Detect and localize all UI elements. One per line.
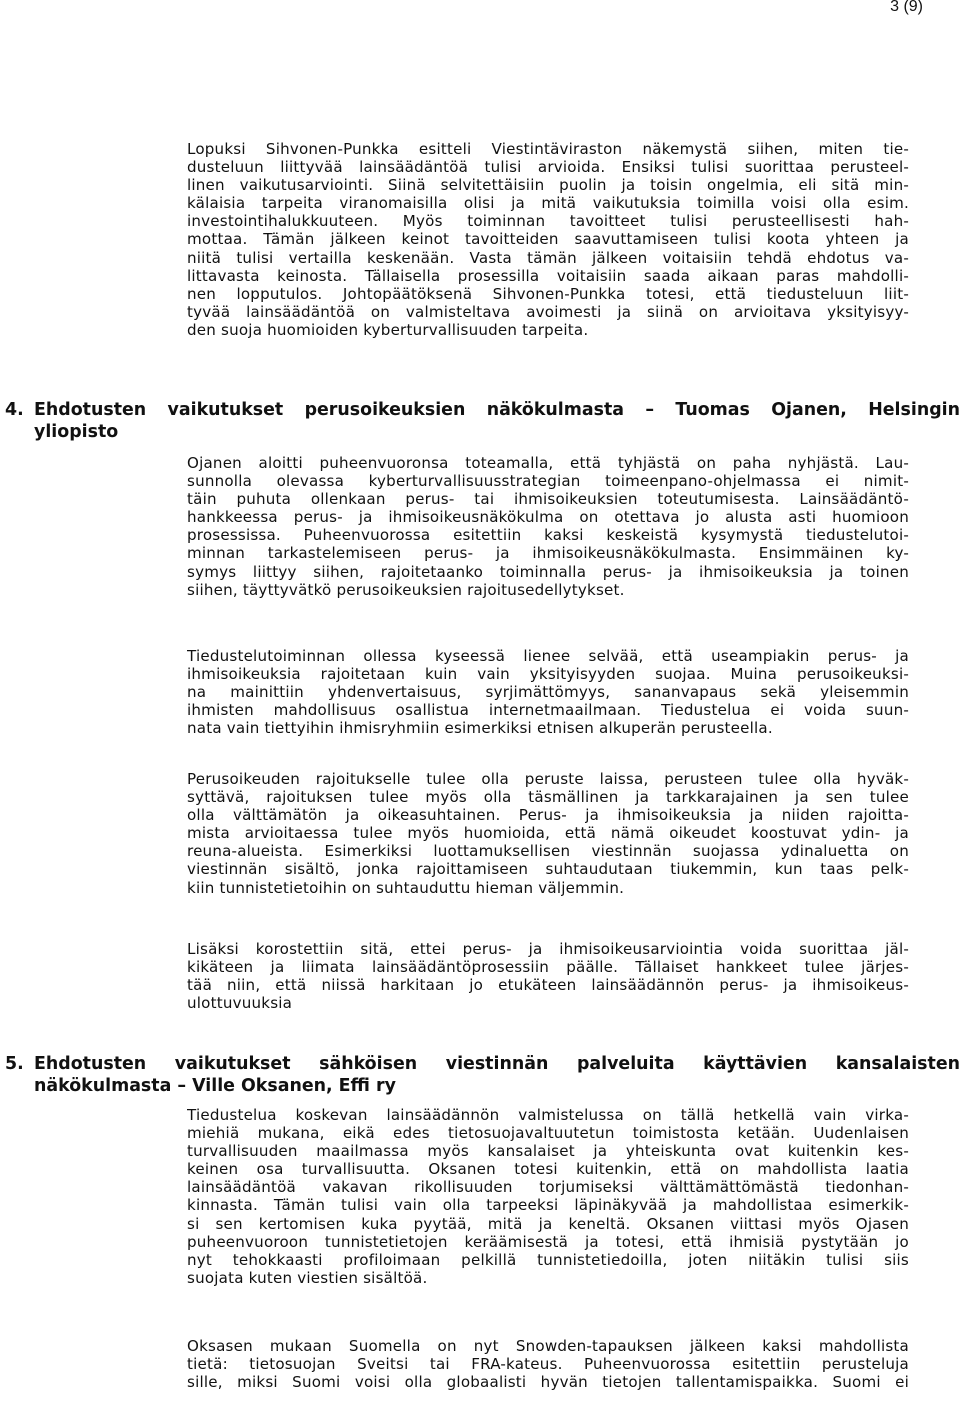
- text-line: viestinnän sisältö, jonka rajoittamiseen suhtaudutaan tiukemmin, kun taas pelk-: [187, 860, 909, 879]
- text-line: täin puhuta ollenkaan perus- tai ihmisoikeuksien toteutumisesta. Lainsäädäntö-: [187, 490, 909, 509]
- section-4-title-line-1: Ehdotusten vaikutukset perusoikeuksien näkökulmasta – Tuomas Ojanen, Helsingin: [34, 400, 960, 420]
- text-line: kiin tunnistetietoihin on suhtauduttu hieman väljemmin.: [187, 878, 625, 897]
- text-line: reuna-alueista. Esimerkiksi luottamuksellisen viestinnän suojassa ydinaluetta on: [187, 842, 909, 861]
- section-5-paragraph-1: [187, 1106, 909, 1287]
- text-line: hankkeessa perus- ja ihmisoikeusnäkökulma on otettava jo alusta asti huomioon: [187, 508, 909, 527]
- text-line: ulottuvuuksia: [187, 994, 293, 1013]
- text-line: Lisäksi korostettiin sitä, ettei perus- ja ihmisoikeusarviointia voida suorittaa jäl-: [187, 940, 909, 958]
- text-line: nata vain tiettyihin ihmisryhmiin esimerkiksi etnisen alkuperän perusteella.: [187, 719, 773, 738]
- text-line: den suoja huomioiden kyberturvallisuuden tarpeita.: [187, 320, 589, 339]
- section-4-paragraph-3: [187, 770, 909, 897]
- text-line: turvallisuuden maailmassa myös kansalaiset ja yhteiskunta ovat kuitenkin kes-: [187, 1142, 909, 1161]
- text-line: kälaisia tarpeita viranomaisilla olisi ja mitä vaikutuksia toimilla voisi olla esim.: [187, 194, 909, 213]
- intro-paragraph: [187, 140, 909, 339]
- text-line: prosessissa. Puheenvuorossa esitettiin kaksi keskeistä kysymystä tiedustelutoi-: [187, 526, 909, 545]
- text-line: littavasta keinosta. Tällaisella prosessilla voitaisiin saada aikaan paras mahdolli-: [187, 266, 909, 285]
- text-line: Tiedustelutoiminnan ollessa kyseessä lienee selvää, että useampiakin perus- ja: [187, 647, 909, 665]
- text-line: siihen, täyttyvätkö perusoikeuksien rajoitusedellytykset.: [187, 580, 625, 599]
- text-line: investointihalukkuuteen. Myös toiminnan tavoitteet tulisi perusteellisesti hah-: [187, 212, 909, 231]
- text-line: suojata kuten viestien sisältöä.: [187, 1268, 428, 1287]
- section-5-heading: [5, 1053, 960, 1097]
- text-line: niitä tulisi vertailla keskenään. Vasta tämän jälkeen voitaisiin tehdä ehdotus va-: [187, 248, 909, 267]
- section-4-heading: [5, 399, 960, 443]
- text-line: Oksasen mukaan Suomella on nyt Snowden-tapauksen jälkeen kaksi mahdollista: [187, 1337, 909, 1355]
- section-5-number: 5.: [5, 1054, 24, 1074]
- text-line: sunnolla olevassa kyberturvallisuusstrategian toimeenpano-ohjelmassa ei nimit-: [187, 472, 909, 491]
- text-line: mista arvioitaessa tulee myös huomioida, että nämä oikeudet koostuvat ydin- ja: [187, 824, 909, 843]
- text-line: nyt tehokkaasti profiloimaan pelkillä tunnistetiedoilla, joten niitäkin tulisi siis: [187, 1250, 909, 1269]
- text-line: minnan tarkastelemiseen perus- ja ihmisoikeusnäkökulmasta. Ensimmäinen ky-: [187, 544, 909, 563]
- section-4-title-line-2: yliopisto: [34, 422, 119, 442]
- text-line: na mainittiin yhdenvertaisuus, syrjimättömyys, sananvapaus sekä yleisemmin: [187, 683, 909, 702]
- section-4-number: 4.: [5, 400, 24, 420]
- text-line: puheenvuoroon tunnistetietojen keräämisestä ja totesi, että ihmisiä pystytään jo: [187, 1232, 909, 1251]
- text-line: nen lopputulos. Johtopäätöksenä Sihvonen-Punkka totesi, että tiedusteluun liit-: [187, 284, 909, 303]
- text-line: symys liittyy siihen, rajoitetaanko toiminnalla perus- ja ihmisoikeuksia ja toinen: [187, 562, 909, 581]
- text-line: si sen kertomisen kuka pyytää, mitä ja keneltä. Oksanen viittasi myös Ojasen: [187, 1214, 909, 1233]
- text-line: keinen osa turvallisuutta. Oksanen totesi kuitenkin, että on mahdollista laatia: [187, 1160, 909, 1179]
- text-line: sille, miksi Suomi voisi olla globaalisti hyvän tietojen tallentamispaikka. Suomi ei: [187, 1373, 909, 1392]
- text-line: kikäteen ja liimata lainsäädäntöprosessiin päälle. Tällaiset hankkeet tulee järjes-: [187, 958, 909, 977]
- text-line: dusteluun liittyvää lainsäädäntöä tulisi arvioida. Ensiksi tulisi suorittaa perusteel-: [187, 158, 909, 177]
- section-4-paragraph-4: [187, 940, 909, 1012]
- text-line: syttävä, rajoituksen tulee myös olla täsmällinen ja tarkkarajainen ja sen tulee: [187, 788, 909, 807]
- text-line: Lopuksi Sihvonen-Punkka esitteli Viestintäviraston näkemystä siihen, miten tie-: [187, 140, 909, 158]
- text-line: kinnasta. Tämän tulisi vain olla tarpeeksi läpinäkyvää ja mahdollistaa esimerkik-: [187, 1196, 909, 1215]
- text-line: miehiä mukana, eikä edes tietosuojavaltuutetun toimistosta ketään. Uudenlaisen: [187, 1124, 909, 1143]
- text-line: Perusoikeuden rajoitukselle tulee olla peruste laissa, perusteen tulee olla hyväk-: [187, 770, 909, 788]
- text-line: lainsäädäntöä vakavan rikollisuuden torjumiseksi välttämättömästä tiedonhan-: [187, 1178, 909, 1197]
- section-4-paragraph-2: [187, 647, 909, 737]
- text-line: Ojanen aloitti puheenvuoronsa toteamalla, että tyhjästä on paha nyhjästä. Lau-: [187, 454, 909, 472]
- text-line: olla välttämätön ja oikeasuhtainen. Perus- ja ihmisoikeuksia ja niiden rajoitta-: [187, 806, 909, 825]
- text-line: linen vaikutusarviointi. Siinä selvitettäisiin puolin ja toisin ongelmia, eli sitä min-: [187, 176, 909, 195]
- text-line: ihmisoikeuksia rajoitetaan kuin vain yksityisyyden suojaa. Muina perusoikeuksi-: [187, 665, 909, 684]
- text-line: Tiedustelua koskevan lainsäädännön valmistelussa on tällä hetkellä vain virka-: [187, 1106, 909, 1124]
- section-4-paragraph-1: [187, 454, 909, 599]
- text-line: tietä: tietosuojan Sveitsi tai FRA-kateus. Puheenvuorossa esitettiin perusteluja: [187, 1355, 909, 1374]
- section-5-paragraph-2: [187, 1337, 909, 1391]
- text-line: tyvää lainsäädäntöä on valmisteltava avoimesti ja siinä on arvioitava yksityisyy-: [187, 302, 909, 321]
- page-number: 3 (9): [890, 0, 923, 15]
- text-line: tää niin, että niissä harkitaan jo etukäteen lainsäädännön perus- ja ihmisoikeus-: [187, 976, 909, 995]
- section-5-title-line-2: näkökulmasta – Ville Oksanen, Effi ry: [34, 1076, 396, 1096]
- text-line: ihmisten mahdollisuus osallistua internetmaailmaan. Tiedustelua ei voida suun-: [187, 701, 909, 720]
- text-line: mottaa. Tämän jälkeen keinot tavoitteiden saavuttamiseen tulisi koota yhteen ja: [187, 230, 909, 249]
- section-5-title-line-1: Ehdotusten vaikutukset sähköisen viestinnän palveluita käyttävien kansalaisten: [34, 1054, 960, 1074]
